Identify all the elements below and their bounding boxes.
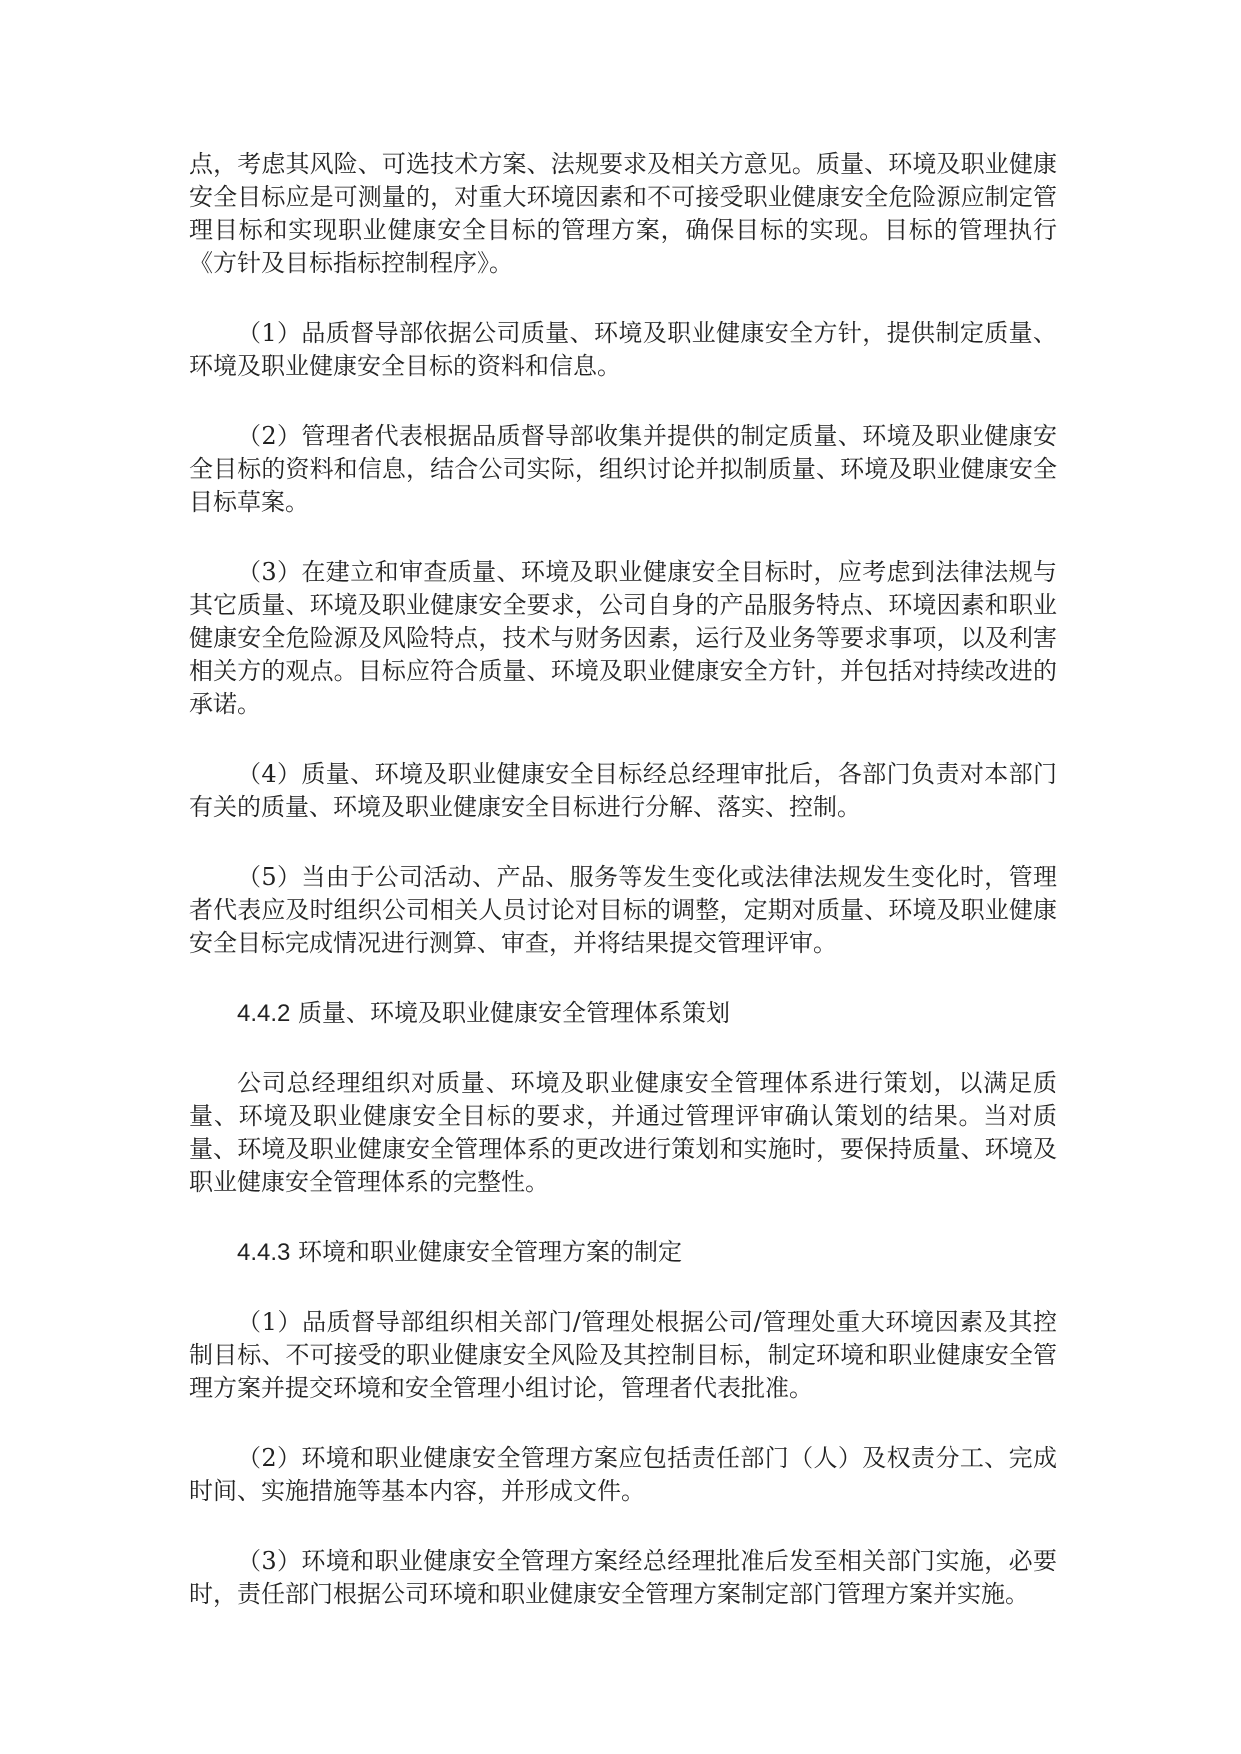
document-page [189,148,1057,1648]
paragraph-item-3: （3）在建立和审查质量、环境及职业健康安全目标时，应考虑到法律法规与其它质量、环境及职业健康安全要求，公司自身的产品服务特点、环境因素和职业健康安全危险源及风险特点，技术与财务因素，运行及业务等要求事项，以及利害相关方的观点。目标应符合质量、环境及职业健康安全方针，并包括对持续改进的承诺。 [189,558,1057,718]
section-number: 4.4.3 [237,1239,291,1266]
paragraph-plan-item-3: （3）环境和职业健康安全管理方案经总经理批准后发至相关部门实施，必要时，责任部门根据公司环境和职业健康安全管理方案制定部门管理方案并实施。 [189,1547,1057,1608]
paragraph-planning: 公司总经理组织对质量、环境及职业健康安全管理体系进行策划，以满足质量、环境及职业健康安全目标的要求，并通过管理评审确认策划的结果。当对质量、环境及职业健康安全管理体系的更改进行策划和实施时，要保持质量、环境及职业健康安全管理体系的完整性。 [189,1069,1057,1196]
paragraph-item-2: （2）管理者代表根据品质督导部收集并提供的制定质量、环境及职业健康安全目标的资料和信息，结合公司实际，组织讨论并拟制质量、环境及职业健康安全目标草案。 [189,422,1057,516]
paragraph-continuation: 点，考虑其风险、可选技术方案、法规要求及相关方意见。质量、环境及职业健康安全目标应是可测量的，对重大环境因素和不可接受职业健康安全危险源应制定管理目标和实现职业健康安全目标的管理方案，确保目标的实现。目标的管理执行《方针及目标指标控制程序》。 [189,150,1057,277]
section-heading-4-4-2 [189,997,1057,1030]
section-title: 质量、环境及职业健康安全管理体系策划 [298,999,731,1027]
section-number: 4.4.2 [237,1000,291,1027]
paragraph-item-1: （1）品质督导部依据公司质量、环境及职业健康安全方针，提供制定质量、环境及职业健康安全目标的资料和信息。 [189,319,1057,380]
paragraph-item-4: （4）质量、环境及职业健康安全目标经总经理审批后，各部门负责对本部门有关的质量、环境及职业健康安全目标进行分解、落实、控制。 [189,760,1057,821]
paragraph-plan-item-2: （2）环境和职业健康安全管理方案应包括责任部门（人）及权责分工、完成时间、实施措施等基本内容，并形成文件。 [189,1444,1057,1505]
paragraph-plan-item-1: （1）品质督导部组织相关部门/管理处根据公司/管理处重大环境因素及其控制目标、不可接受的职业健康安全风险及其控制目标，制定环境和职业健康安全管理方案并提交环境和安全管理小组讨论，管理者代表批准。 [189,1308,1057,1402]
paragraph-item-5: （5）当由于公司活动、产品、服务等发生变化或法律法规发生变化时，管理者代表应及时组织公司相关人员讨论对目标的调整，定期对质量、环境及职业健康安全目标完成情况进行测算、审查，并将结果提交管理评审。 [189,863,1057,957]
section-heading-4-4-3 [189,1236,1057,1269]
section-title: 环境和职业健康安全管理方案的制定 [298,1238,683,1266]
